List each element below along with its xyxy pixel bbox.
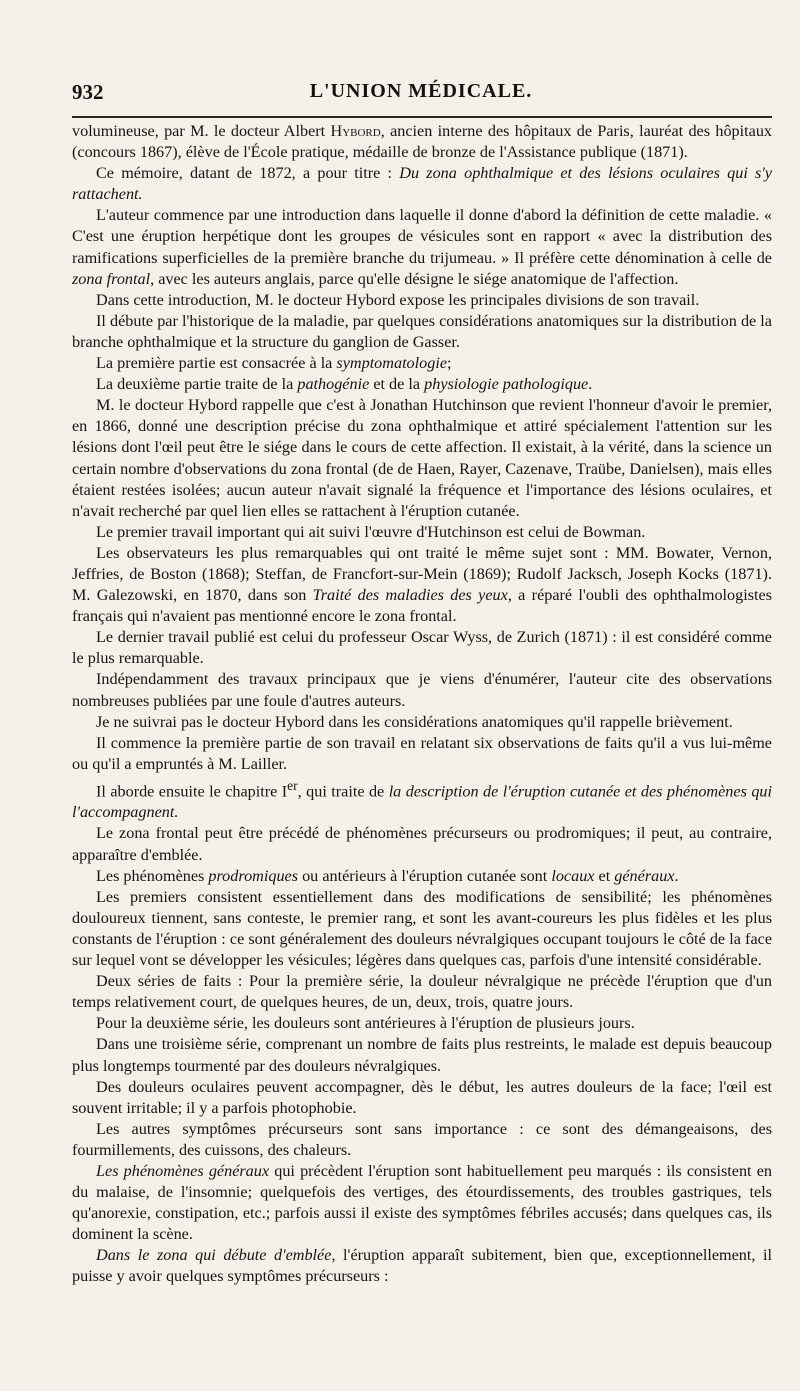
italic-text: physiologie pathologique xyxy=(424,375,589,394)
page-number: 932 xyxy=(72,80,104,104)
text-run: Dans une troisième série, comprenant un nombre de faits plus restreints, le malade est depuis beaucoup plus longtemps tourmenté par des douleurs névralgiques. xyxy=(72,1035,772,1075)
small-caps-name: Hybord xyxy=(330,122,381,140)
text-run: Les premiers consistent essentiellement dans des modifications de sensibilité; les phénomènes douloureux tiennent, sans conteste, le premier rang, et sont les avant-coureurs les plus fidèles et les plus constants de l'éruption : ce sont généralement des douleurs névralgiques occupant toujours le côté de la face sur lequel vont se développer les vésicules; légères dans quelques cas, parfois d'une intensité considérable. xyxy=(72,887,772,970)
italic-text: Dans le zona qui débute d'emblée xyxy=(96,1246,332,1265)
text-run: Le premier travail important qui ait suivi l'œuvre d'Hutchinson est celui de Bowman. xyxy=(96,522,646,541)
paragraph-p7 xyxy=(72,374,772,395)
running-title: L'UNION MÉDICALE. xyxy=(309,80,533,102)
paragraph-p1 xyxy=(72,121,772,163)
paragraph-p4 xyxy=(72,290,772,311)
paragraph-p21 xyxy=(72,1034,772,1076)
text-run: ; xyxy=(447,354,452,373)
paragraph-p13 xyxy=(72,712,772,733)
paragraph-p24 xyxy=(72,1161,772,1245)
paragraph-p3 xyxy=(72,205,772,289)
text-run: . xyxy=(674,866,679,885)
italic-text: Traité des maladies des yeux xyxy=(312,586,508,605)
italic-text: prodromiques xyxy=(208,866,299,885)
paragraph-p20 xyxy=(72,1013,772,1034)
text-run: Il débute par l'historique de la maladie, par quelques considérations anatomiques sur la distribution de la branche ophthalmique et la structure du ganglion de Gasser. xyxy=(72,311,772,351)
text-run: Des douleurs oculaires peuvent accompagner, dès le début, les autres douleurs de la face; l'œil est souvent irritable; il y a parfois photophobie. xyxy=(72,1077,772,1117)
text-run: . xyxy=(588,375,593,394)
text-run: volumineuse, par M. le docteur Albert xyxy=(72,122,331,140)
text-run: Le dernier travail publié est celui du professeur Oscar Wyss, de Zurich (1871) : il est considéré comme le plus remarquable. xyxy=(72,628,772,668)
paragraph-p17 xyxy=(72,866,772,887)
text-run: Ce mémoire, datant de 1872, a pour titre : xyxy=(96,164,400,183)
text-run: Les observateurs les plus remarquables qui ont traité le même sujet sont : MM. Bowater, Vernon, Jeffries, de Boston (1868); Steffan, de Francfort-sur-Mein (1869); Rudolf Jacksch, Joseph Kocks (1871). M. Galezowski, en 1870, dans son xyxy=(72,543,772,605)
paragraph-p5 xyxy=(72,311,772,353)
text-run: Indépendamment des travaux principaux que je viens d'énumérer, l'auteur cite des observations nombreuses publiées par une foule d'autres auteurs. xyxy=(72,670,772,710)
text-run: Dans cette introduction, M. le docteur Hybord expose les principales divisions de son travail. xyxy=(96,290,700,309)
paragraph-p14 xyxy=(72,733,772,775)
text-run: Il commence la première partie de son travail en relatant six observations de faits qu'il a vus lui-même ou qu'il a empruntés à M. Lailler. xyxy=(72,733,772,773)
text-run: , l'éruption apparaît subitement, bien que, exceptionnellement, il puisse y avoir quelques symptômes précurseurs : xyxy=(72,1246,772,1286)
italic-text: Les phénomènes généraux xyxy=(96,1161,270,1180)
text-run: , avec les auteurs anglais, parce qu'elle désigne le siége anatomique de l'affection. xyxy=(150,269,679,288)
text-run: Le zona frontal peut être précédé de phénomènes précurseurs ou prodromiques; il peut, au contraire, apparaître d'emblée. xyxy=(72,824,772,864)
paragraph-p8 xyxy=(72,395,772,522)
paragraph-p2 xyxy=(72,163,772,205)
text-run: La première partie est consacrée à la xyxy=(96,354,337,373)
text-run: qui précèdent l'éruption sont habituellement peu marqués : ils consistent en du malaise, de l'insomnie; quelquefois des vertiges, des étourdissements, des troubles gastriques, tels qu'anorexie, constipation, etc.; parfois aussi il existe des symptômes fébriles accusés; dans quelques cas, ils dominent la scène. xyxy=(72,1161,772,1244)
text-run: et xyxy=(594,866,615,885)
text-run: Les autres symptômes précurseurs sont sans importance : ce sont des démangeaisons, des fourmillements, des cuissons, des chaleurs. xyxy=(72,1119,772,1159)
paragraph-p12 xyxy=(72,669,772,711)
paragraph-p25 xyxy=(72,1245,772,1287)
paragraph-p16 xyxy=(72,823,772,865)
paragraph-p6 xyxy=(72,353,772,374)
italic-text: locaux xyxy=(551,866,595,885)
text-run: , qui traite de xyxy=(297,782,389,801)
italic-text: zona frontal xyxy=(72,269,151,288)
text-run: ou antérieurs à l'éruption cutanée sont xyxy=(298,866,552,885)
text-run: L'auteur commence par une introduction dans laquelle il donne d'abord la définition de cette maladie. « C'est une éruption herpétique dont les groupes de vésicules sont en rapport « avec la distribution des ramifications superficielles de la première branche du trijumeau. » Il préfère cette dénomination à celle de xyxy=(72,206,772,267)
text-run: Pour la deuxième série, les douleurs sont antérieures à l'éruption de plusieurs jours. xyxy=(96,1014,635,1033)
text-run: Deux séries de faits : Pour la première série, la douleur névralgique ne précède l'éruption que d'un temps relativement court, de quelques heures, de un, deux, trois, quatre jours. xyxy=(72,972,772,1012)
italic-text: généraux xyxy=(614,866,675,885)
italic-text: symptomatologie xyxy=(336,354,448,373)
paragraph-p11 xyxy=(72,627,772,669)
paragraph-p22 xyxy=(72,1077,772,1119)
paragraph-p9 xyxy=(72,522,772,543)
header-rule xyxy=(72,116,772,118)
text-run: Il aborde ensuite le chapitre I xyxy=(96,782,288,801)
text-run: Je ne suivrai pas le docteur Hybord dans les considérations anatomiques qu'il rappelle brièvement. xyxy=(96,712,733,731)
text-run: , ancien interne des hôpitaux de Paris, lauréat des hôpitaux (concours 1867), élève de l'École pratique, médaille de bronze de l'Assistance publique (1871). xyxy=(72,122,773,162)
superscript: er xyxy=(287,777,298,793)
article-body xyxy=(72,121,772,1288)
text-run: Les phénomènes xyxy=(96,866,209,885)
paragraph-p10 xyxy=(72,543,772,627)
paragraph-p15 xyxy=(72,775,772,824)
italic-text: la description de l'éruption cutanée et des phénomènes qui l'accompagnent. xyxy=(72,782,772,822)
text-run: et de la xyxy=(369,375,425,394)
paragraph-p23 xyxy=(72,1119,772,1161)
paragraph-p19 xyxy=(72,971,772,1013)
text-run: La deuxième partie traite de la xyxy=(96,375,298,394)
italic-text: pathogénie xyxy=(297,375,370,394)
text-run: M. le docteur Hybord rappelle que c'est à Jonathan Hutchinson que revient l'honneur d'avoir le premier, en 1866, donné une description précise du zona ophthalmique et attiré spécialement l'attention sur les lésions dont l'œil peut être le siége dans le cours de cette affection. Il existait, à la vérité, dans la science un certain nombre d'observations du zona frontal (de de Haen, Rayer, Cazenave, Traübe, Danielsen), mais elles étaient restées isolées; aucun auteur n'avait signalé la fréquence et l'importance des lésions oculaires, et n'avait recherché par quel lien elles se rattachent à l'éruption cutanée. xyxy=(72,396,772,520)
text-run: , a réparé l'oubli des ophthalmologistes français qui n'avaient pas mentionné encore le zona frontal. xyxy=(72,586,773,626)
page-header xyxy=(72,80,770,112)
paragraph-p18 xyxy=(72,887,772,971)
italic-text: Du zona ophthalmique et des lésions oculaires qui s'y rattachent. xyxy=(72,164,772,204)
